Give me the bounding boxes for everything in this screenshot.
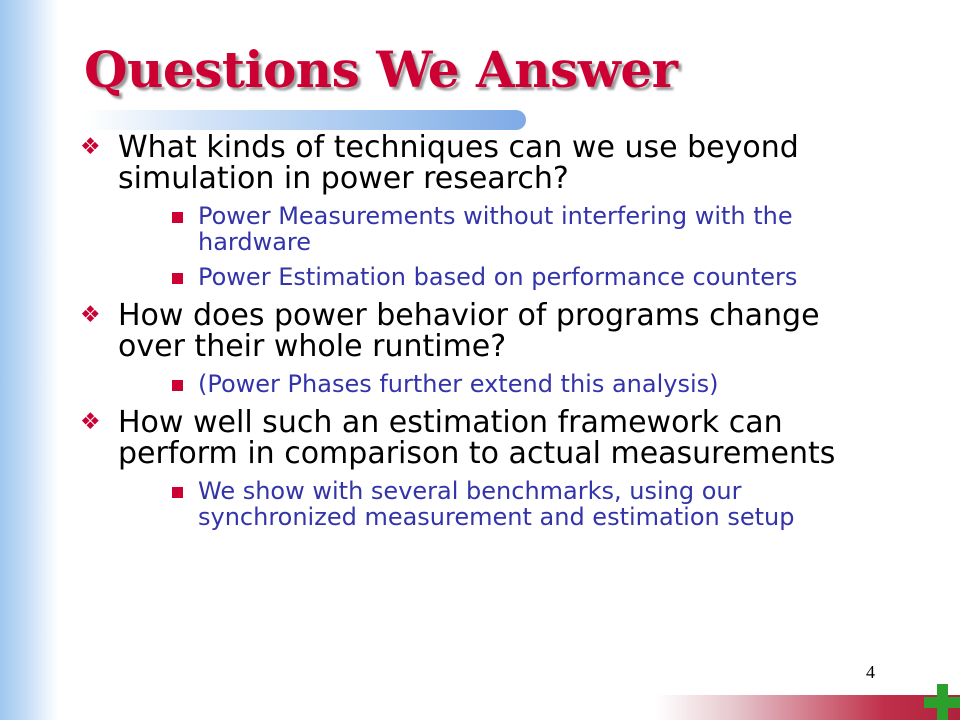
question-text: How well such an estimation framework can perform in comparison to actual measurements [118,405,836,471]
sub-item [118,203,880,255]
slide-content [80,132,880,530]
question-item [80,300,880,397]
diamond-bullet-icon: ❖ [80,302,101,328]
diamond-bullet-icon: ❖ [80,134,101,160]
sub-item-text: Power Measurements without interfering with the hardware [198,202,793,256]
sub-item-text: (Power Phases further extend this analysis) [198,370,719,398]
slide-title: Questions We Answer [84,40,678,99]
sub-item [118,371,880,397]
question-text: What kinds of techniques can we use beyond simulation in power research? [118,130,799,196]
diamond-bullet-icon: ❖ [80,409,101,435]
sub-item-text: Power Estimation based on performance counters [198,263,798,291]
square-bullet-icon [172,487,183,498]
sub-item-text: We show with several benchmarks, using our synchronized measurement and estimation setup [198,477,795,531]
square-bullet-icon [172,380,183,391]
plus-icon [924,684,960,720]
title-underline-bar [84,110,526,130]
sub-item [118,264,880,290]
left-gradient-band [0,0,58,720]
sub-item [118,478,880,530]
question-item [80,407,880,530]
square-bullet-icon [172,212,183,223]
square-bullet-icon [172,273,183,284]
question-text: How does power behavior of programs change over their whole runtime? [118,298,820,364]
page-number: 4 [866,662,875,682]
question-item [80,132,880,290]
bottom-gradient-bar [656,695,960,720]
